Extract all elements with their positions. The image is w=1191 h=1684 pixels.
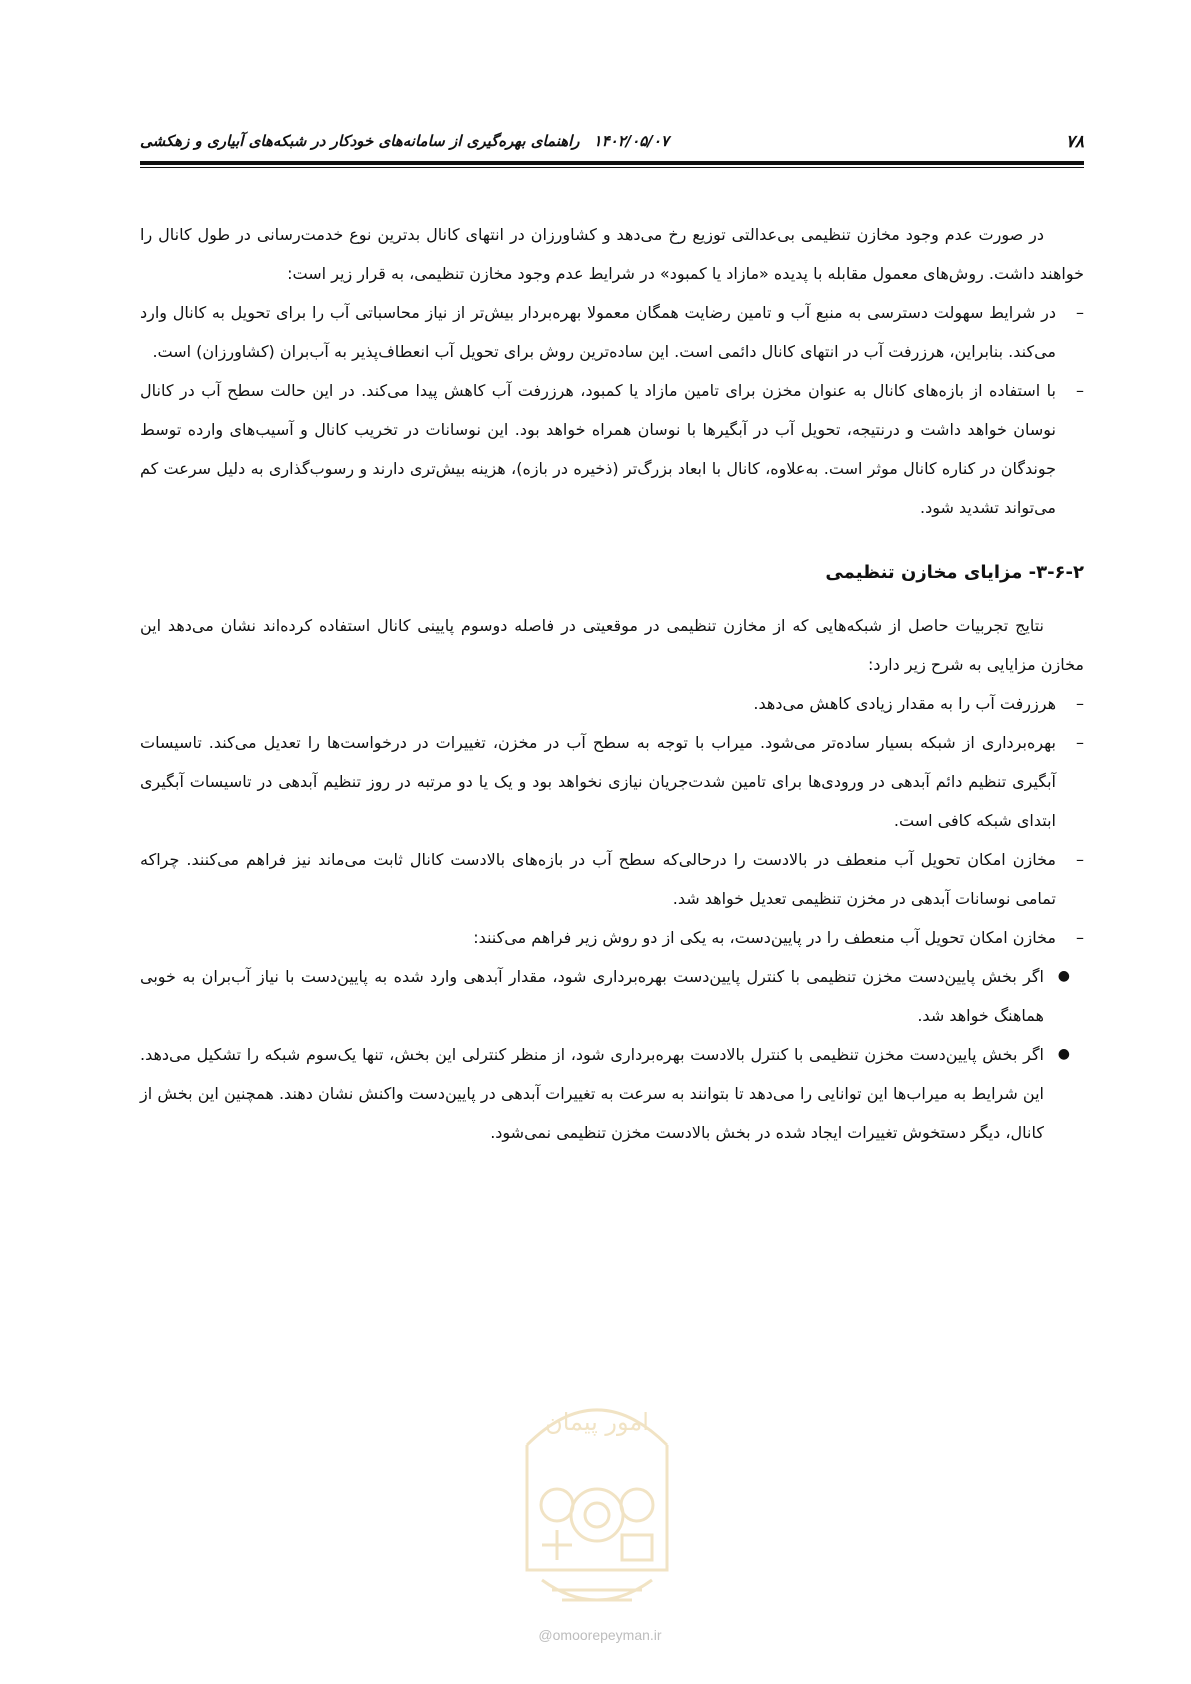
- body-text: [140, 215, 1084, 1152]
- downstream-text: اگر بخش پایین‌دست مخزن تنظیمی با کنترل بالادست بهره‌برداری شود، از منظر کنترلی این بخش، تنها یک‌سوم شبکه را تشکیل می‌دهد. این شرایط به میراب‌ها این توانایی را می‌دهد تا بتوانند به سرعت به تغییرات آبدهی در پایین‌دست واکنش نشان دهند. همچنین این بخش از کانال، دیگر دستخوش تغییرات ایجاد شده در بخش بالادست مخزن تنظیمی نمی‌شود.: [140, 1045, 1044, 1142]
- dash-mark: –: [1076, 694, 1084, 713]
- downstream-text: اگر بخش پایین‌دست مخزن تنظیمی با کنترل پایین‌دست بهره‌برداری شود، مقدار آبدهی وارد شده به پایین‌دست با نیاز آب‌بران به خوبی هماهنگ خواهد شد.: [140, 967, 1044, 1025]
- downstream-item: [140, 957, 1084, 1035]
- advantage-text: مخازن امکان تحویل آب منعطف در بالادست را درحالی‌که سطح آب در بازه‌های بالادست کانال ثابت می‌ماند نیز فراهم می‌کنند. چراکه تمامی نوسانات آبدهی در مخزن تنظیمی تعدیل خواهد شد.: [140, 850, 1056, 908]
- advantage-text: بهره‌برداری از شبکه بسیار ساده‌تر می‌شود. میراب با توجه به سطح آب در مخزن، تغییرات در درخواست‌ها را تعدیل می‌کند. تاسیسات آبگیری تنظیم دائم آبدهی در ورودی‌ها برای تامین شدت‌جریان نیازی نخواهد بود و یک یا دو مرتبه در روز تنظیم آبدهی در تاسیسات آبگیری ابتدای شبکه کافی است.: [140, 733, 1056, 830]
- dash-mark: –: [1076, 850, 1084, 869]
- header-title: راهنمای بهره‌گیری از سامانه‌های خودکار در شبکه‌های آبیاری و زهکشی: [140, 132, 580, 150]
- advantage-item: [140, 684, 1084, 723]
- dash-mark: –: [1076, 303, 1084, 322]
- page-number: ۷۸: [1065, 132, 1084, 152]
- watermark-url: @omoorepeyman.ir: [538, 1627, 662, 1643]
- section-heading: ۳-۶-۲- مزایای مخازن تنظیمی: [825, 562, 1084, 583]
- watermark-logo-text: امور پیمان: [545, 1408, 649, 1436]
- dash-mark: –: [1076, 733, 1084, 752]
- watermark-logo-icon: [497, 1385, 697, 1625]
- page-header: [140, 128, 1084, 158]
- header-rule-thick: [140, 161, 1084, 165]
- advantage-text: هرزرفت آب را به مقدار زیادی کاهش می‌دهد.: [753, 694, 1056, 713]
- section-intro: نتایج تجربیات حاصل از شبکه‌هایی که از مخازن تنظیمی در موقعیتی در فاصله دوسوم پایینی کانال استفاده کرده‌اند نشان می‌دهد این مخازن مزایایی به شرح زیر دارد:: [140, 616, 1084, 674]
- running-title: [140, 132, 669, 150]
- header-rule-thin: [140, 167, 1084, 168]
- dash-mark: –: [1076, 928, 1084, 947]
- method-item: [140, 371, 1084, 527]
- bullet-mark: ●: [1057, 968, 1070, 984]
- advantage-item: [140, 840, 1084, 918]
- dash-mark: –: [1076, 381, 1084, 400]
- advantage-item: [140, 918, 1084, 957]
- bullet-mark: ●: [1057, 1046, 1070, 1062]
- advantage-text: مخازن امکان تحویل آب منعطف را در پایین‌دست، به یکی از دو روش زیر فراهم می‌کنند:: [473, 928, 1056, 947]
- method-item: [140, 293, 1084, 371]
- intro-paragraph: در صورت عدم وجود مخازن تنظیمی بی‌عدالتی توزیع رخ می‌دهد و کشاورزان در انتهای کانال بدترین نوع خدمت‌رسانی در طول کانال را خواهند داشت. روش‌های معمول مقابله با پدیده «مازاد یا کمبود» در شرایط عدم وجود مخازن تنظیمی، به قرار زیر است:: [140, 225, 1084, 283]
- header-date: ۱۴۰۲/۰۵/۰۷: [593, 132, 669, 150]
- method-text: با استفاده از بازه‌های کانال به عنوان مخزن برای تامین مازاد یا کمبود، هرزرفت آب کاهش پیدا می‌کند. در این حالت سطح آب در کانال نوسان خواهد داشت و درنتیجه، تحویل آب در آبگیرها با نوسان همراه خواهد بود. این نوسانات در تخریب کانال و آسیب‌های وارده توسط جوندگان در کناره کانال موثر است. به‌علاوه، کانال با ابعاد بزرگ‌تر (ذخیره در بازه)، هزینه بیش‌تری دارند و رسوب‌گذاری به دلیل سرعت کم می‌تواند تشدید شود.: [140, 381, 1056, 517]
- downstream-item: [140, 1035, 1084, 1152]
- method-text: در شرایط سهولت دسترسی به منبع آب و تامین رضایت همگان معمولا بهره‌بردار بیش‌تر از نیاز محاسباتی آب را برای تحویل به کانال وارد می‌کند. بنابراین، هرزرفت آب در انتهای کانال دائمی است. این ساده‌ترین روش برای تحویل آب انعطاف‌پذیر به آب‌بران (کشاورزان) است.: [140, 303, 1056, 361]
- advantage-item: [140, 723, 1084, 840]
